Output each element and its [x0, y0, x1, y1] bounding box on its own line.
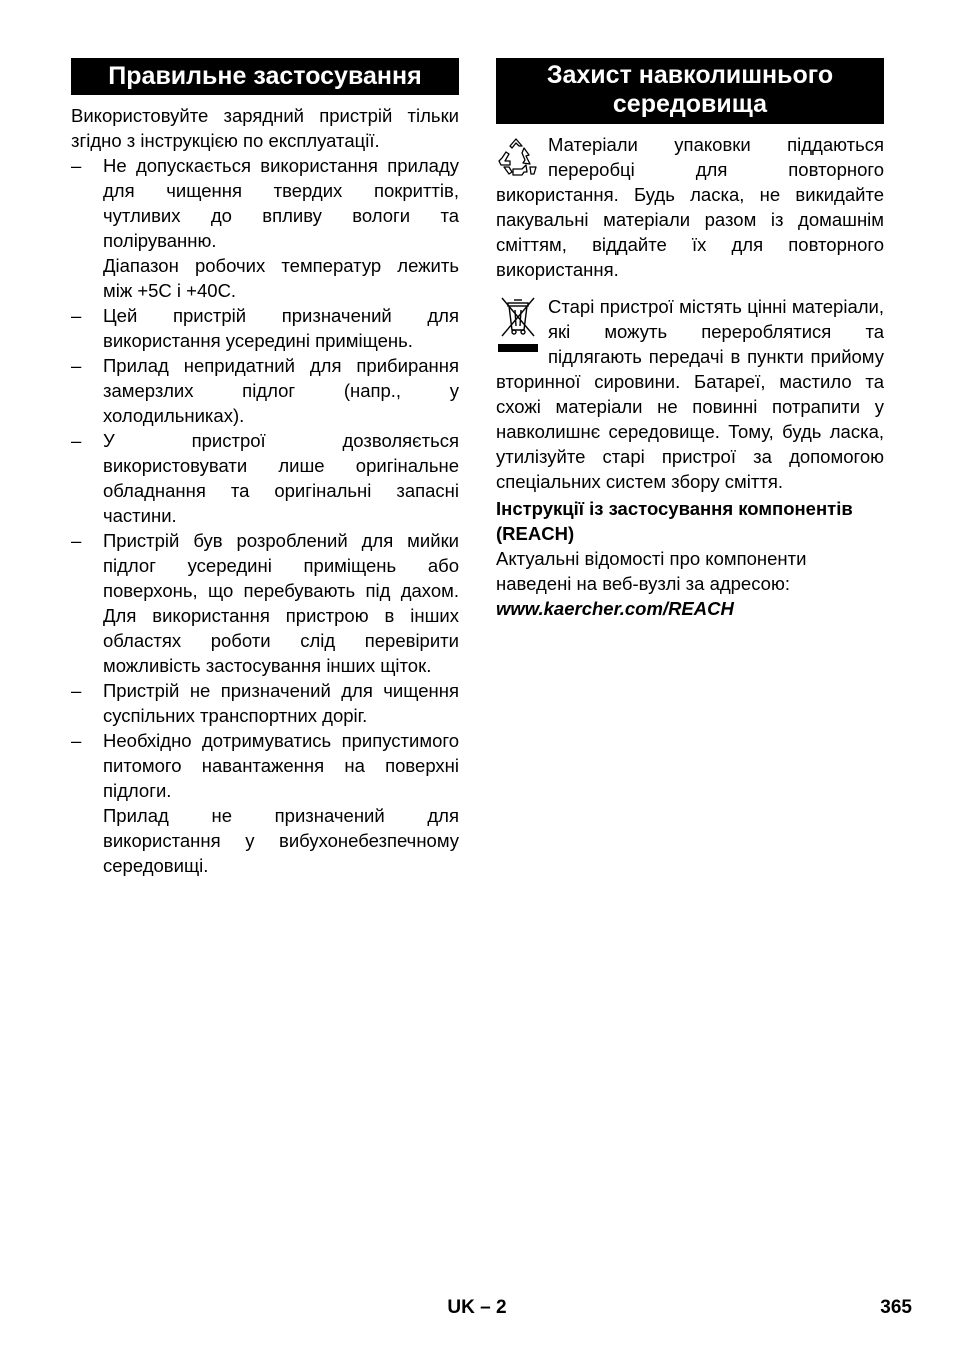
list-item	[71, 728, 459, 878]
list-item-text: Пристрій не призначений для чищення суспільних транспортних доріг.	[103, 680, 459, 726]
crossed-bin-icon	[496, 294, 540, 354]
section-heading-environment: Захист навколишнього середовища	[496, 58, 884, 124]
list-item	[71, 678, 459, 728]
list-item-text: Прилад непридатний для прибирання замерзлих підлог (напр., у холодильниках).	[103, 355, 459, 426]
reach-heading: Інструкції із застосування компонентів (REACH)	[496, 498, 853, 544]
list-item	[71, 153, 459, 303]
recycle-icon	[496, 136, 540, 180]
dash-bullet: –	[71, 305, 82, 326]
dash-bullet: –	[71, 530, 82, 551]
list-item	[71, 428, 459, 528]
list-item-extra: Діапазон робочих температур лежить між +5C і +40C.	[103, 255, 459, 301]
list-item-extra: Прилад не призначений для використання у вибухонебезпечному середовищі.	[103, 805, 459, 876]
list-item	[71, 528, 459, 678]
list-item	[71, 303, 459, 353]
dash-bullet: –	[71, 680, 82, 701]
right-column	[496, 58, 884, 621]
list-item-text: Пристрій був розроблений для мийки підлог усередині приміщень або поверхонь, що перебувають під дахом. Для використання пристрою в інших областях роботи слід перевірити можливість застосування інших щіток.	[103, 530, 459, 676]
packaging-text: Матеріали упаковки піддаються переробці для повторного використання. Будь ласка, не викидайте пакувальні матеріали разом із домашнім сміттям, віддайте їх для повторного використання.	[496, 134, 884, 280]
list-item-text: Необхідно дотримуватись припустимого питомого навантаження на поверхні підлоги.	[103, 730, 459, 801]
section-heading-proper-use: Правильне застосування	[71, 58, 459, 95]
disposal-block	[496, 294, 884, 494]
dash-bullet: –	[71, 430, 82, 451]
usage-list	[71, 153, 459, 878]
reach-text: Актуальні відомості про компоненти наведені на веб-вузлі за адресою:	[496, 548, 807, 594]
list-item-text: Цей пристрій призначений для використання усередині приміщень.	[103, 305, 459, 351]
dash-bullet: –	[71, 155, 82, 176]
dash-bullet: –	[71, 355, 82, 376]
list-item	[71, 353, 459, 428]
footer-language-page: UK – 2	[447, 1297, 507, 1318]
left-column	[71, 58, 459, 878]
disposal-text: Старі пристрої містять цінні матеріали, які можуть перероблятися та підлягають передачі в пункти прийому вторинної сировини. Батареї, мастило та схожі матеріали не повинні потрапити у навколишнє середовище. Тому, будь ласка, утилізуйте старі пристрої за допомогою спеціальних систем збору сміття.	[496, 296, 884, 492]
list-item-text: Не допускається використання приладу для чищення твердих покриттів, чутливих до впливу вологи та поліруванню.	[103, 155, 459, 251]
packaging-block	[496, 132, 884, 282]
page-number: 365	[880, 1297, 912, 1318]
list-item-text: У пристрої дозволяється використовувати лише оригінальне обладнання та оригінальні запасні частини.	[103, 430, 459, 526]
intro-paragraph: Використовуйте зарядний пристрій тільки згідно з інструкцією по експлуатації.	[71, 105, 459, 151]
dash-bullet: –	[71, 730, 82, 751]
reach-link[interactable]: www.kaercher.com/REACH	[496, 598, 734, 619]
